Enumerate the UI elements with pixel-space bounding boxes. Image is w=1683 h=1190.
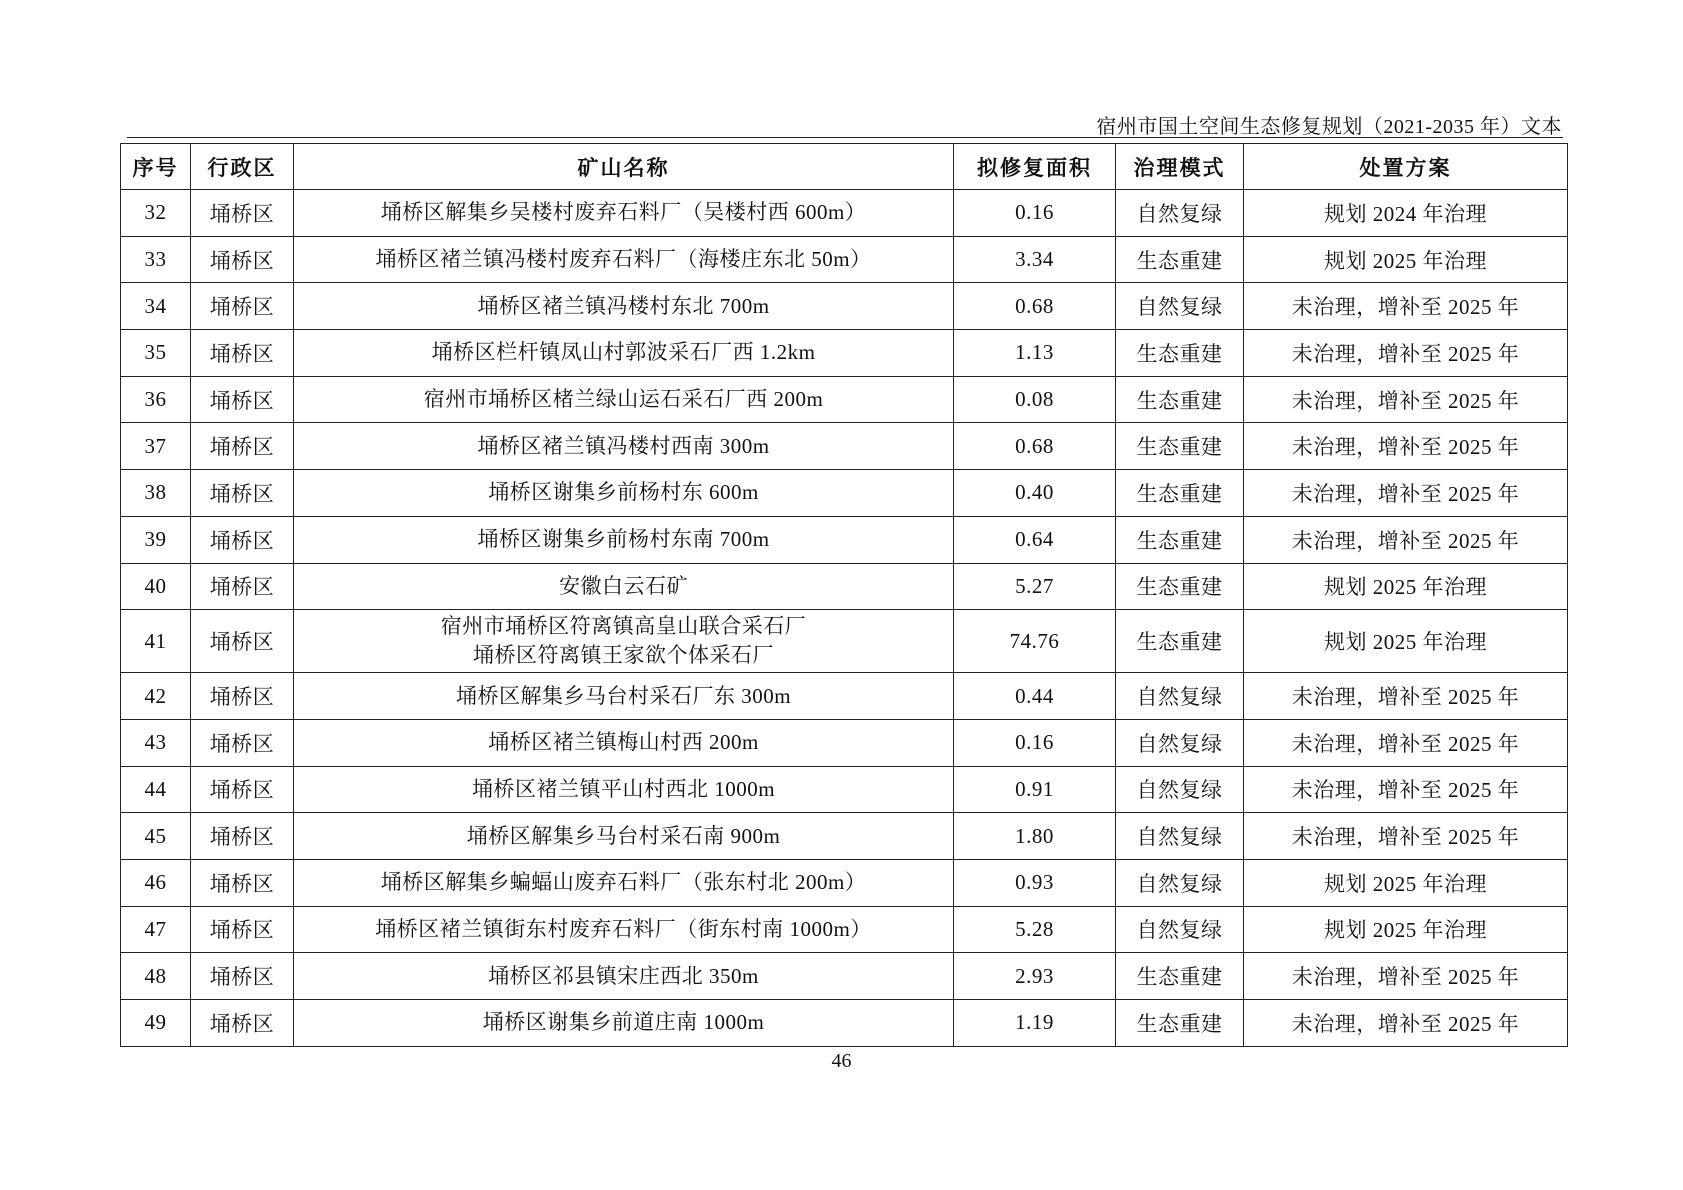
cell-no: 41 bbox=[121, 610, 191, 673]
cell-area: 0.16 bbox=[954, 190, 1116, 237]
cell-mine-name bbox=[294, 859, 954, 906]
table-row bbox=[121, 906, 1568, 953]
mine-name-line: 埇桥区褚兰镇街东村废弃石料厂（街东村南 1000m） bbox=[375, 916, 872, 941]
cell-mine-name bbox=[294, 423, 954, 470]
cell-district: 埇桥区 bbox=[191, 190, 294, 237]
table-row bbox=[121, 766, 1568, 813]
table-header-row bbox=[121, 144, 1568, 190]
cell-no: 38 bbox=[121, 470, 191, 517]
mine-name-line: 埇桥区褚兰镇冯楼村废弃石料厂（海楼庄东北 50m） bbox=[375, 247, 872, 272]
table-body bbox=[121, 190, 1568, 1047]
cell-plan: 未治理，增补至 2025 年 bbox=[1244, 376, 1568, 423]
cell-district: 埇桥区 bbox=[191, 563, 294, 610]
cell-district: 埇桥区 bbox=[191, 673, 294, 720]
cell-mode: 自然复绿 bbox=[1116, 766, 1244, 813]
cell-mine-name bbox=[294, 283, 954, 330]
cell-area: 0.16 bbox=[954, 719, 1116, 766]
cell-district: 埇桥区 bbox=[191, 813, 294, 860]
running-header: 宿州市国土空间生态修复规划（2021-2035 年）文本 bbox=[1096, 116, 1562, 138]
cell-area: 5.27 bbox=[954, 563, 1116, 610]
cell-mine-name bbox=[294, 610, 954, 673]
cell-district: 埇桥区 bbox=[191, 470, 294, 517]
cell-district: 埇桥区 bbox=[191, 906, 294, 953]
cell-mode: 自然复绿 bbox=[1116, 190, 1244, 237]
cell-plan: 未治理，增补至 2025 年 bbox=[1244, 953, 1568, 1000]
cell-mode: 自然复绿 bbox=[1116, 906, 1244, 953]
mine-restoration-table bbox=[120, 143, 1568, 1047]
column-header-mine-name: 矿山名称 bbox=[294, 144, 954, 190]
cell-district: 埇桥区 bbox=[191, 719, 294, 766]
cell-mode: 生态重建 bbox=[1116, 470, 1244, 517]
cell-district: 埇桥区 bbox=[191, 423, 294, 470]
mine-name-line: 埇桥区符离镇王家欲个体采石厂 bbox=[473, 643, 774, 668]
table-row bbox=[121, 376, 1568, 423]
cell-plan: 规划 2024 年治理 bbox=[1244, 190, 1568, 237]
cell-mode: 生态重建 bbox=[1116, 423, 1244, 470]
cell-mine-name bbox=[294, 236, 954, 283]
cell-mode: 生态重建 bbox=[1116, 953, 1244, 1000]
mine-name-line: 埇桥区褚兰镇梅山村西 200m bbox=[488, 730, 759, 755]
cell-plan: 未治理，增补至 2025 年 bbox=[1244, 516, 1568, 563]
mine-name-line: 埇桥区谢集乡前杨村东 600m bbox=[488, 480, 759, 505]
cell-area: 0.64 bbox=[954, 516, 1116, 563]
table-row bbox=[121, 236, 1568, 283]
cell-mine-name bbox=[294, 906, 954, 953]
table-row bbox=[121, 516, 1568, 563]
cell-no: 47 bbox=[121, 906, 191, 953]
cell-plan: 未治理，增补至 2025 年 bbox=[1244, 813, 1568, 860]
cell-area: 1.13 bbox=[954, 330, 1116, 377]
cell-area: 1.19 bbox=[954, 1000, 1116, 1047]
header-rule bbox=[127, 137, 1563, 138]
cell-plan: 规划 2025 年治理 bbox=[1244, 906, 1568, 953]
mine-name-line: 埇桥区解集乡马台村采石南 900m bbox=[466, 823, 781, 848]
cell-plan: 未治理，增补至 2025 年 bbox=[1244, 719, 1568, 766]
cell-mode: 生态重建 bbox=[1116, 610, 1244, 673]
cell-area: 74.76 bbox=[954, 610, 1116, 673]
cell-mine-name bbox=[294, 376, 954, 423]
cell-area: 0.91 bbox=[954, 766, 1116, 813]
mine-name-line: 埇桥区祁县镇宋庄西北 350m bbox=[488, 963, 759, 988]
cell-area: 0.68 bbox=[954, 423, 1116, 470]
cell-mine-name bbox=[294, 563, 954, 610]
cell-no: 36 bbox=[121, 376, 191, 423]
cell-no: 40 bbox=[121, 563, 191, 610]
table-row bbox=[121, 859, 1568, 906]
cell-mine-name bbox=[294, 330, 954, 377]
cell-area: 5.28 bbox=[954, 906, 1116, 953]
cell-plan: 未治理，增补至 2025 年 bbox=[1244, 673, 1568, 720]
mine-name-line: 埇桥区解集乡蝙蝠山废弃石料厂（张东村北 200m） bbox=[380, 870, 867, 895]
cell-plan: 未治理，增补至 2025 年 bbox=[1244, 470, 1568, 517]
mine-name-line: 宿州市埇桥区楮兰绿山运石采石厂西 200m bbox=[423, 387, 824, 412]
cell-no: 34 bbox=[121, 283, 191, 330]
column-header-mode: 治理模式 bbox=[1116, 144, 1244, 190]
table-row bbox=[121, 330, 1568, 377]
cell-mine-name bbox=[294, 673, 954, 720]
column-header-district: 行政区 bbox=[191, 144, 294, 190]
cell-district: 埇桥区 bbox=[191, 953, 294, 1000]
cell-plan: 规划 2025 年治理 bbox=[1244, 610, 1568, 673]
table-row bbox=[121, 813, 1568, 860]
cell-plan: 未治理，增补至 2025 年 bbox=[1244, 283, 1568, 330]
cell-district: 埇桥区 bbox=[191, 610, 294, 673]
cell-mine-name bbox=[294, 190, 954, 237]
cell-mode: 生态重建 bbox=[1116, 1000, 1244, 1047]
cell-district: 埇桥区 bbox=[191, 330, 294, 377]
mine-name-line: 埇桥区栏杆镇凤山村郭波采石厂西 1.2km bbox=[431, 340, 816, 365]
cell-area: 0.44 bbox=[954, 673, 1116, 720]
mine-name-line: 埇桥区解集乡马台村采石厂东 300m bbox=[455, 683, 792, 708]
cell-plan: 未治理，增补至 2025 年 bbox=[1244, 1000, 1568, 1047]
mine-name-line: 埇桥区褚兰镇平山村西北 1000m bbox=[471, 776, 776, 801]
cell-mode: 生态重建 bbox=[1116, 516, 1244, 563]
cell-mine-name bbox=[294, 1000, 954, 1047]
mine-name-line: 宿州市埇桥区符离镇高皇山联合采石厂 bbox=[440, 614, 807, 639]
column-header-plan: 处置方案 bbox=[1244, 144, 1568, 190]
cell-no: 32 bbox=[121, 190, 191, 237]
cell-mode: 生态重建 bbox=[1116, 236, 1244, 283]
cell-mine-name bbox=[294, 813, 954, 860]
cell-area: 1.80 bbox=[954, 813, 1116, 860]
mine-name-line: 埇桥区褚兰镇冯楼村西南 300m bbox=[477, 433, 770, 458]
cell-no: 35 bbox=[121, 330, 191, 377]
cell-no: 46 bbox=[121, 859, 191, 906]
cell-area: 0.08 bbox=[954, 376, 1116, 423]
cell-area: 0.40 bbox=[954, 470, 1116, 517]
table-row bbox=[121, 190, 1568, 237]
mine-name-line: 安徽白云石矿 bbox=[559, 573, 688, 598]
cell-mode: 生态重建 bbox=[1116, 563, 1244, 610]
cell-plan: 未治理，增补至 2025 年 bbox=[1244, 766, 1568, 813]
cell-area: 3.34 bbox=[954, 236, 1116, 283]
cell-plan: 未治理，增补至 2025 年 bbox=[1244, 423, 1568, 470]
cell-no: 45 bbox=[121, 813, 191, 860]
cell-plan: 未治理，增补至 2025 年 bbox=[1244, 330, 1568, 377]
table-row bbox=[121, 1000, 1568, 1047]
cell-district: 埇桥区 bbox=[191, 283, 294, 330]
cell-mine-name bbox=[294, 719, 954, 766]
cell-district: 埇桥区 bbox=[191, 859, 294, 906]
cell-mine-name bbox=[294, 470, 954, 517]
cell-plan: 规划 2025 年治理 bbox=[1244, 563, 1568, 610]
page-number: 46 bbox=[831, 1050, 852, 1072]
cell-no: 44 bbox=[121, 766, 191, 813]
mine-name-line: 埇桥区谢集乡前道庄南 1000m bbox=[482, 1010, 765, 1035]
cell-no: 43 bbox=[121, 719, 191, 766]
cell-area: 2.93 bbox=[954, 953, 1116, 1000]
cell-mode: 自然复绿 bbox=[1116, 673, 1244, 720]
table-row bbox=[121, 563, 1568, 610]
cell-district: 埇桥区 bbox=[191, 516, 294, 563]
cell-area: 0.93 bbox=[954, 859, 1116, 906]
cell-plan: 规划 2025 年治理 bbox=[1244, 236, 1568, 283]
cell-mode: 自然复绿 bbox=[1116, 283, 1244, 330]
cell-mode: 生态重建 bbox=[1116, 376, 1244, 423]
cell-mode: 生态重建 bbox=[1116, 330, 1244, 377]
table-row bbox=[121, 719, 1568, 766]
table-row bbox=[121, 283, 1568, 330]
cell-area: 0.68 bbox=[954, 283, 1116, 330]
cell-no: 48 bbox=[121, 953, 191, 1000]
cell-mine-name bbox=[294, 516, 954, 563]
table-row bbox=[121, 423, 1568, 470]
cell-mode: 自然复绿 bbox=[1116, 859, 1244, 906]
cell-no: 42 bbox=[121, 673, 191, 720]
cell-no: 33 bbox=[121, 236, 191, 283]
cell-mine-name bbox=[294, 953, 954, 1000]
cell-mode: 自然复绿 bbox=[1116, 719, 1244, 766]
cell-no: 49 bbox=[121, 1000, 191, 1047]
cell-mine-name bbox=[294, 766, 954, 813]
column-header-area: 拟修复面积 bbox=[954, 144, 1116, 190]
cell-district: 埇桥区 bbox=[191, 236, 294, 283]
table-row bbox=[121, 953, 1568, 1000]
table-row bbox=[121, 673, 1568, 720]
cell-mode: 自然复绿 bbox=[1116, 813, 1244, 860]
cell-no: 39 bbox=[121, 516, 191, 563]
table-row bbox=[121, 610, 1568, 673]
mine-name-line: 埇桥区褚兰镇冯楼村东北 700m bbox=[477, 293, 770, 318]
cell-district: 埇桥区 bbox=[191, 1000, 294, 1047]
column-header-no: 序号 bbox=[121, 144, 191, 190]
cell-plan: 规划 2025 年治理 bbox=[1244, 859, 1568, 906]
mine-name-line: 埇桥区解集乡吴楼村废弃石料厂（吴楼村西 600m） bbox=[380, 200, 867, 225]
table-row bbox=[121, 470, 1568, 517]
mine-name-line: 埇桥区谢集乡前杨村东南 700m bbox=[477, 527, 770, 552]
cell-district: 埇桥区 bbox=[191, 376, 294, 423]
cell-no: 37 bbox=[121, 423, 191, 470]
cell-district: 埇桥区 bbox=[191, 766, 294, 813]
